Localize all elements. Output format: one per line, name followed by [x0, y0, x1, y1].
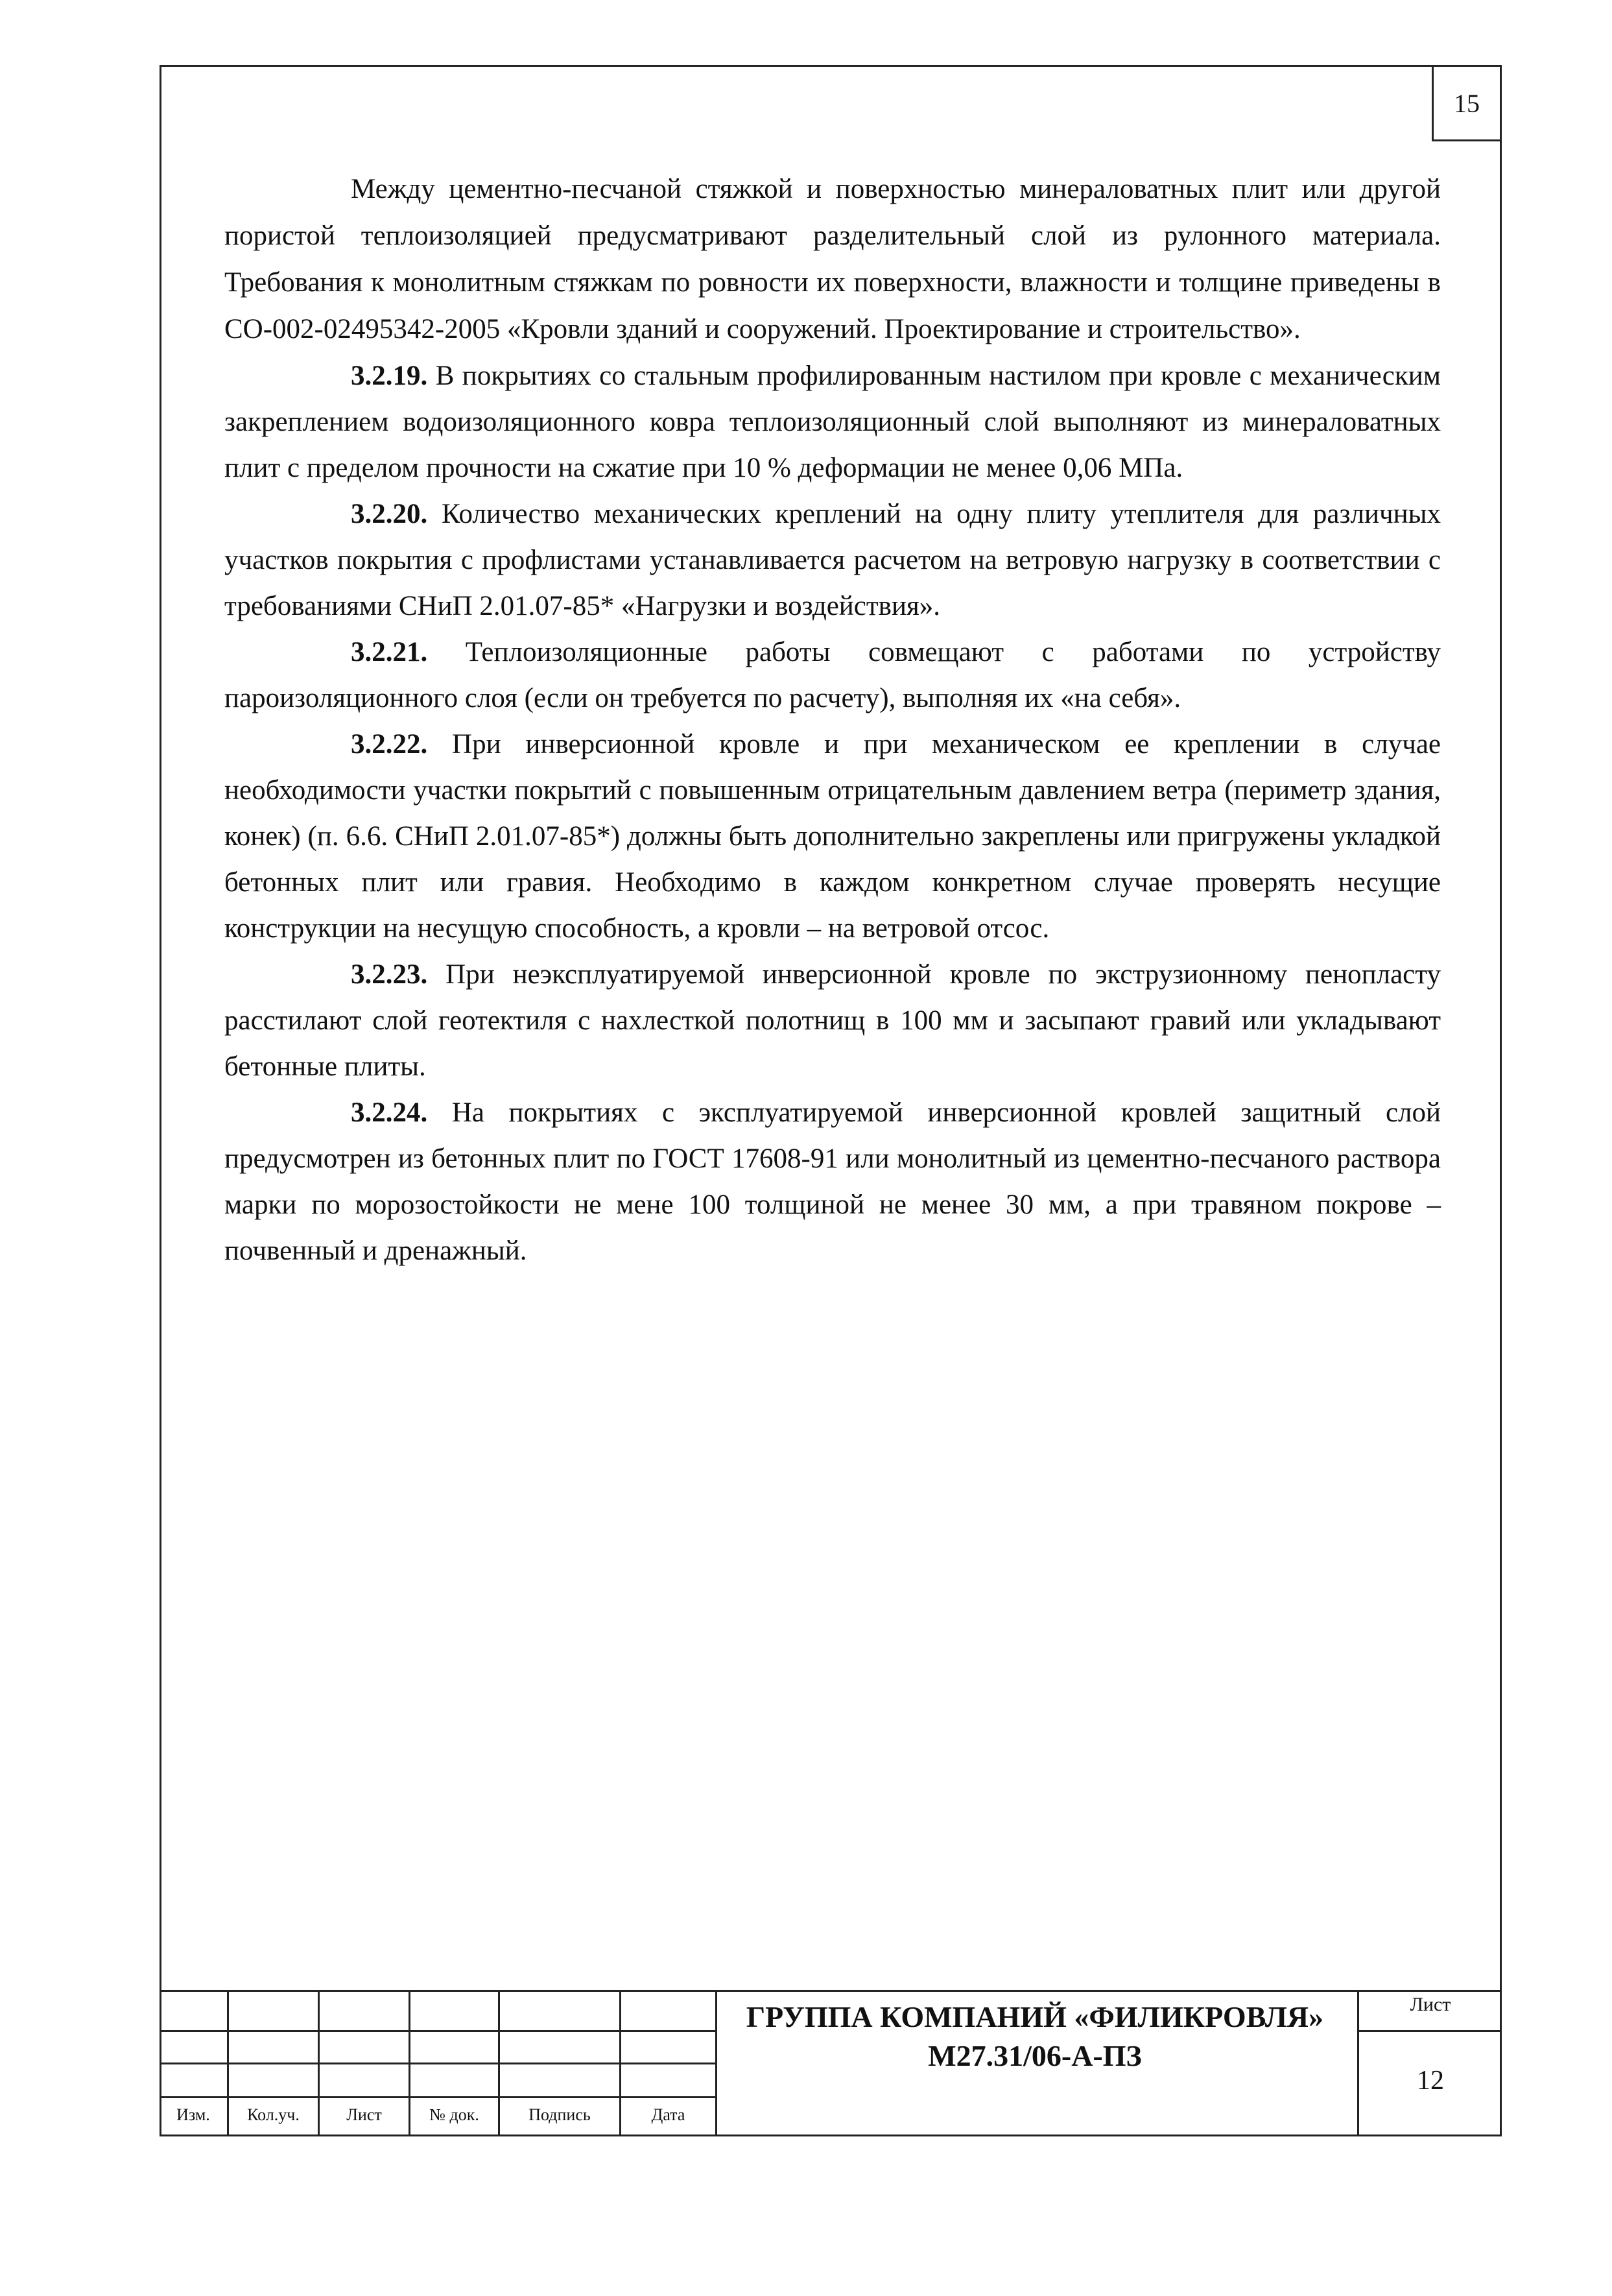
paragraph-text: Между цементно-песчаной стяжкой и поверхностью минераловатных плит или другой пористой теплоизоляцией предусматривают разделительный слой из рулонного материала. Требования к монолитным стяжкам по ровности их поверхности, влажности и толщине приведены в СО-002-02495342-2005 «Кровли зданий и сооружений. Проектирование и строительство». [224, 174, 1441, 344]
stamp-column-label: Лист [346, 2105, 382, 2124]
stamp-column-label: № док. [429, 2105, 479, 2124]
paragraph-text: Количество механических креплений на одну плиту утеплителя для различных участков покрытия с профлистами устанавливается расчетом на ветровую нагрузку в соответствии с требованиями СНиП 2.01.07-85* «Нагрузки и воздействия». [224, 499, 1441, 621]
organization-block [717, 1998, 1353, 2075]
paragraph [224, 353, 1441, 491]
page-number: 15 [1432, 65, 1502, 141]
clause-number: 3.2.24. [351, 1097, 428, 1128]
paragraph [224, 1090, 1441, 1274]
paragraph-text: При неэксплуатируемой инверсионной кровле по экструзионному пенопласту расстилают слой геотектиля с нахлесткой полотнищ в 100 мм и засыпают гравий или укладывают бетонные плиты. [224, 959, 1441, 1082]
stamp-column-label: Кол.уч. [247, 2105, 300, 2124]
paragraph [224, 951, 1441, 1090]
paragraph-text: Теплоизоляционные работы совмещают с работами по устройству пароизоляционного слоя (если он требуется по расчету), выполняя их «на себя». [224, 637, 1441, 713]
stamp-grid-line [160, 2030, 717, 2032]
clause-number: 3.2.23. [351, 959, 428, 990]
clause-number: 3.2.19. [351, 361, 428, 391]
paragraph [224, 166, 1441, 353]
stamp-grid-line [160, 2063, 717, 2064]
paragraph-text: При инверсионной кровле и при механическом ее креплении в случае необходимости участки покрытий с повышенным отрицательным давлением ветра (периметр здания, конек) (п. 6.6. СНиП 2.01.07-85*) должны быть дополнительно закреплены или пригружены укладкой бетонных плит или гравия. Необходимо в каждом конкретном случае проверять несущие конструкции на несущую способность, а кровли – на ветровой отсос. [224, 729, 1441, 944]
document-code: М27.31/06-А-ПЗ [928, 2039, 1142, 2072]
clause-number: 3.2.22. [351, 729, 428, 759]
stamp-grid-line [1357, 2030, 1502, 2032]
paragraph [224, 721, 1441, 951]
clause-number: 3.2.21. [351, 637, 428, 667]
paragraph-text: В покрытиях со стальным профилированным настилом при кровле с механическим закреплением водоизоляционного ковра теплоизоляционный слой выполняют из минераловатных плит с пределом прочности на сжатие при 10 % деформации не менее 0,06 МПа. [224, 361, 1441, 483]
sheet-number: 12 [1417, 2066, 1444, 2096]
stamp-grid-line [160, 2096, 717, 2098]
document-body [224, 166, 1441, 1274]
paragraph [224, 491, 1441, 629]
sheet-label: Лист [1410, 1994, 1451, 2015]
stamp-column-label: Подпись [528, 2105, 591, 2124]
paragraph-text: На покрытиях с эксплуатируемой инверсионной кровлей защитный слой предусмотрен из бетонных плит по ГОСТ 17608-91 или монолитный из цементно-песчаного раствора марки по морозостойкости не мене 100 толщиной не менее 30 мм, а при травяном покрове – почвенный и дренажный. [224, 1097, 1441, 1266]
paragraph [224, 629, 1441, 721]
stamp-column-label: Изм. [176, 2105, 210, 2124]
organization-name: ГРУППА КОМПАНИЙ «ФИЛИКРОВЛЯ» [746, 2000, 1324, 2033]
stamp-column-label: Дата [651, 2105, 685, 2124]
clause-number: 3.2.20. [351, 499, 428, 529]
